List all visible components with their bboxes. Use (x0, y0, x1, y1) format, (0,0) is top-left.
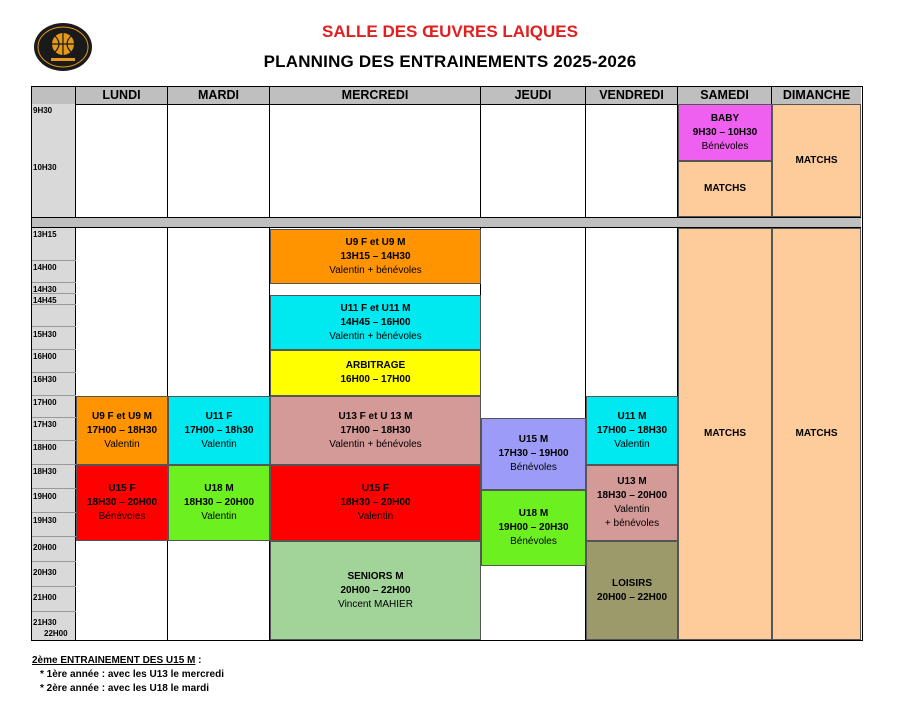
time-label: 20H00 (33, 543, 57, 552)
page-title: SALLE DES ŒUVRES LAIQUES (322, 22, 578, 41)
event-wednesday-u11: U11 F et U11 M 14H45 – 16H00 Valentin + bénévoles (270, 295, 481, 350)
note-item: * 2ère année : avec les U18 le mardi (40, 683, 209, 694)
day-header-saturday: SAMEDI (678, 87, 772, 105)
day-header-tuesday: MARDI (168, 87, 270, 105)
time-label: 14H45 (33, 296, 57, 305)
day-header-wednesday: MERCREDI (270, 87, 481, 105)
time-label: 21H00 (33, 593, 57, 602)
event-monday-u9: U9 F et U9 M 17H00 – 18H30 Valentin (76, 396, 168, 465)
page-subtitle: PLANNING DES ENTRAINEMENTS 2025-2026 (263, 52, 637, 71)
time-label: 19H30 (33, 516, 57, 525)
event-sunday-matches-afternoon: MATCHS (772, 228, 861, 640)
time-label: 13H15 (33, 230, 57, 239)
schedule-grid (31, 86, 863, 641)
event-saturday-baby: BABY 9H30 – 10H30 Bénévoles (678, 104, 772, 161)
time-label: 15H30 (33, 330, 57, 339)
event-monday-u15f: U15 F 18H30 – 20H00 Bénévoles (76, 465, 168, 541)
event-wednesday-u15f: U15 F 18H30 – 20H00 Valentin (270, 465, 481, 541)
day-header-thursday: JEUDI (481, 87, 586, 105)
time-label: 18H00 (33, 443, 57, 452)
day-header-monday: LUNDI (76, 87, 168, 105)
header-time-corner (32, 87, 76, 105)
notes-heading-suffix: : (195, 655, 202, 666)
time-label: 16H00 (33, 352, 57, 361)
time-label: 16H30 (33, 375, 57, 384)
event-wednesday-arbitrage: ARBITRAGE 16H00 – 17H00 (270, 350, 481, 396)
column-tuesday (168, 104, 270, 640)
event-friday-loisirs: LOISIRS 20H00 – 22H00 (586, 541, 678, 640)
event-sunday-matches-morning: MATCHS (772, 104, 861, 217)
event-friday-u13m: U13 M 18H30 – 20H00 Valentin + bénévoles (586, 465, 678, 541)
event-saturday-matches-afternoon: MATCHS (678, 228, 772, 640)
event-saturday-matches-morning: MATCHS (678, 161, 772, 217)
lunch-break-separator (32, 217, 861, 228)
event-tuesday-u11f: U11 F 17H00 – 18h30 Valentin (168, 396, 270, 465)
day-header-sunday: DIMANCHE (772, 87, 861, 105)
time-column (32, 104, 76, 640)
time-label: 14H30 (33, 285, 57, 294)
time-label: 17H30 (33, 420, 57, 429)
event-wednesday-u13: U13 F et U 13 M 17H00 – 18H30 Valentin + bénévoles (270, 396, 481, 465)
event-wednesday-u9: U9 F et U9 M 13H15 – 14H30 Valentin + bénévoles (270, 229, 481, 284)
event-thursday-u18m: U18 M 19H00 – 20H30 Bénévoles (481, 490, 586, 566)
time-label: 18H30 (33, 467, 57, 476)
event-friday-u11m: U11 M 17H00 – 18H30 Valentin (586, 396, 678, 465)
time-label: 17H00 (33, 398, 57, 407)
column-monday (76, 104, 168, 640)
day-header-friday: VENDREDI (586, 87, 678, 105)
note-item: * 1ère année : avec les U13 le mercredi (40, 669, 225, 680)
time-label: 20H30 (33, 568, 57, 577)
event-tuesday-u18m: U18 M 18H30 – 20H00 Valentin (168, 465, 270, 541)
time-label: 21H30 (33, 618, 57, 627)
time-label: 22H00 (44, 629, 68, 638)
time-label: 19H00 (33, 492, 57, 501)
time-label: 9H30 (33, 106, 53, 115)
time-label: 10H30 (33, 163, 57, 172)
time-label: 14H00 (33, 263, 57, 272)
notes-heading (32, 655, 201, 666)
notes-heading-text: 2ème ENTRAINEMENT DES U15 M (32, 655, 196, 666)
event-wednesday-seniors: SENIORS M 20H00 – 22H00 Vincent MAHIER (270, 541, 481, 640)
event-thursday-u15m: U15 M 17H30 – 19H00 Bénévoles (481, 418, 586, 490)
